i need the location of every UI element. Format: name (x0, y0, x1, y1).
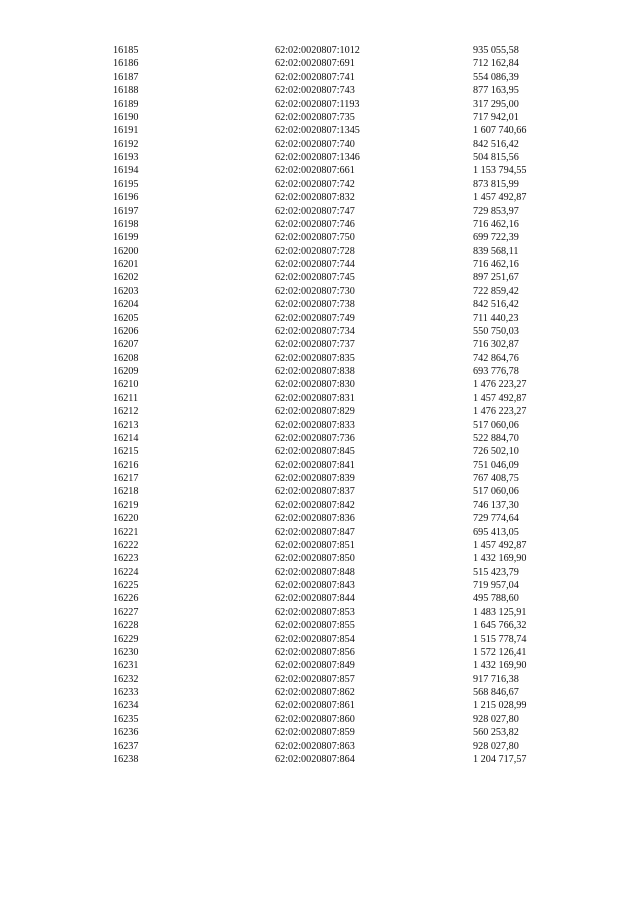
cadastral-value: 699 722,39 (473, 232, 519, 244)
row-number: 16201 (113, 259, 139, 270)
row-number: 16198 (113, 218, 139, 230)
table-row (113, 740, 583, 753)
table-row (113, 459, 583, 472)
cadastral-value: 1 432 169,90 (473, 553, 527, 565)
cadastral-value: 1 204 717,57 (473, 753, 527, 765)
cadastral-value: 317 295,00 (473, 98, 519, 110)
row-number: 16193 (113, 152, 139, 163)
cadastral-value: 1 483 125,91 (473, 606, 527, 618)
table-row (113, 445, 583, 458)
cadastral-value: 1 215 028,99 (473, 700, 527, 712)
cadastral-number: 62:02:0020807:837 (275, 486, 355, 498)
cadastral-value: 873 815,99 (473, 178, 519, 190)
table-row (113, 205, 583, 218)
table-row (113, 753, 583, 766)
table-row (113, 84, 583, 97)
table-row (113, 378, 583, 391)
table-row (113, 191, 583, 204)
cadastral-value: 935 055,58 (473, 45, 519, 56)
table-row (113, 619, 583, 632)
row-number: 16231 (113, 660, 139, 672)
row-number: 16194 (113, 165, 139, 177)
cadastral-number: 62:02:0020807:830 (275, 379, 355, 391)
cadastral-value: 1 457 492,87 (473, 192, 527, 204)
row-number: 16190 (113, 111, 139, 123)
cadastral-number: 62:02:0020807:842 (275, 499, 355, 511)
row-number: 16214 (113, 432, 139, 444)
table-row (113, 98, 583, 111)
cadastral-value: 717 942,01 (473, 111, 519, 123)
row-number: 16220 (113, 513, 139, 525)
row-number: 16223 (113, 553, 139, 565)
row-number: 16236 (113, 727, 139, 739)
cadastral-value: 1 432 169,90 (473, 660, 527, 672)
cadastral-number: 62:02:0020807:743 (275, 85, 355, 97)
table-row (113, 419, 583, 432)
table-row (113, 44, 583, 57)
table-row (113, 231, 583, 244)
cadastral-number: 62:02:0020807:737 (275, 339, 355, 351)
cadastral-number: 62:02:0020807:853 (275, 606, 355, 618)
table-row (113, 646, 583, 659)
cadastral-number: 62:02:0020807:855 (275, 620, 355, 632)
table-row (113, 124, 583, 137)
cadastral-number: 62:02:0020807:833 (275, 419, 355, 431)
row-number: 16191 (113, 125, 139, 137)
cadastral-value: 1 607 740,66 (473, 125, 527, 137)
cadastral-value: 1 457 492,87 (473, 539, 527, 551)
cadastral-value: 719 957,04 (473, 580, 519, 591)
table-row (113, 312, 583, 325)
cadastral-number: 62:02:0020807:847 (275, 526, 355, 538)
table-row (113, 218, 583, 231)
row-number: 16195 (113, 178, 139, 190)
row-number: 16224 (113, 566, 139, 578)
table-row (113, 686, 583, 699)
cadastral-number: 62:02:0020807:741 (275, 71, 355, 83)
table-row (113, 512, 583, 525)
row-number: 16233 (113, 687, 139, 698)
table-row (113, 566, 583, 579)
cadastral-number: 62:02:0020807:831 (275, 392, 355, 404)
table-row (113, 138, 583, 151)
cadastral-number: 62:02:0020807:862 (275, 687, 355, 698)
cadastral-value: 711 440,23 (473, 312, 519, 324)
row-number: 16209 (113, 366, 139, 377)
cadastral-value: 554 086,39 (473, 71, 519, 83)
row-number: 16218 (113, 486, 139, 498)
cadastral-value: 495 788,60 (473, 593, 519, 605)
cadastral-number: 62:02:0020807:860 (275, 713, 355, 725)
cadastral-number: 62:02:0020807:854 (275, 633, 355, 645)
row-number: 16234 (113, 700, 139, 712)
table-row (113, 338, 583, 351)
row-number: 16202 (113, 272, 139, 284)
cadastral-value: 716 302,87 (473, 339, 519, 351)
row-number: 16213 (113, 419, 139, 431)
cadastral-number: 62:02:0020807:845 (275, 446, 355, 458)
cadastral-value: 729 774,64 (473, 513, 519, 525)
cadastral-value: 751 046,09 (473, 459, 519, 471)
table-row (113, 151, 583, 164)
cadastral-number: 62:02:0020807:829 (275, 406, 355, 418)
table-row (113, 592, 583, 605)
cadastral-number: 62:02:0020807:839 (275, 473, 355, 484)
cadastral-number: 62:02:0020807:843 (275, 580, 355, 591)
cadastral-value: 517 060,06 (473, 419, 519, 431)
cadastral-number: 62:02:0020807:749 (275, 312, 355, 324)
table-row (113, 526, 583, 539)
table-row (113, 432, 583, 445)
table-row (113, 499, 583, 512)
row-number: 16206 (113, 325, 139, 337)
cadastral-number: 62:02:0020807:747 (275, 205, 355, 217)
table-row (113, 405, 583, 418)
cadastral-value: 517 060,06 (473, 486, 519, 498)
cadastral-number: 62:02:0020807:728 (275, 245, 355, 257)
row-number: 16222 (113, 539, 139, 551)
cadastral-value: 729 853,97 (473, 205, 519, 217)
table-row (113, 258, 583, 271)
row-number: 16227 (113, 606, 139, 618)
table-row (113, 57, 583, 70)
row-number: 16238 (113, 753, 139, 765)
row-number: 16217 (113, 473, 139, 484)
cadastral-number: 62:02:0020807:744 (275, 259, 355, 270)
table-row (113, 579, 583, 592)
cadastral-value: 742 864,76 (473, 352, 519, 364)
row-number: 16204 (113, 299, 139, 311)
cadastral-number: 62:02:0020807:844 (275, 593, 355, 605)
row-number: 16212 (113, 406, 139, 418)
table-row (113, 713, 583, 726)
row-number: 16235 (113, 713, 139, 725)
cadastral-number: 62:02:0020807:740 (275, 138, 355, 150)
cadastral-value: 695 413,05 (473, 526, 519, 538)
row-number: 16230 (113, 646, 139, 658)
table-row (113, 178, 583, 191)
table-row (113, 325, 583, 338)
cadastral-value: 897 251,67 (473, 272, 519, 284)
row-number: 16185 (113, 45, 139, 56)
row-number: 16229 (113, 633, 139, 645)
table-row (113, 485, 583, 498)
cadastral-value: 1 476 223,27 (473, 379, 527, 391)
table-row (113, 71, 583, 84)
cadastral-number: 62:02:0020807:851 (275, 539, 355, 551)
table-row (113, 699, 583, 712)
cadastral-number: 62:02:0020807:838 (275, 366, 355, 377)
cadastral-number: 62:02:0020807:859 (275, 727, 355, 739)
cadastral-number: 62:02:0020807:836 (275, 513, 355, 525)
row-number: 16196 (113, 192, 139, 204)
cadastral-value: 693 776,78 (473, 366, 519, 377)
cadastral-number: 62:02:0020807:1012 (275, 45, 360, 56)
cadastral-number: 62:02:0020807:857 (275, 673, 355, 685)
cadastral-value: 515 423,79 (473, 566, 519, 578)
table-row (113, 673, 583, 686)
cadastral-number: 62:02:0020807:750 (275, 232, 355, 244)
cadastral-number: 62:02:0020807:856 (275, 646, 355, 658)
cadastral-value: 1 645 766,32 (473, 620, 527, 632)
row-number: 16200 (113, 245, 139, 257)
cadastral-number: 62:02:0020807:848 (275, 566, 355, 578)
table-row (113, 245, 583, 258)
cadastral-number: 62:02:0020807:746 (275, 218, 355, 230)
row-number: 16197 (113, 205, 139, 217)
cadastral-value: 842 516,42 (473, 138, 519, 150)
table-row (113, 164, 583, 177)
table-row (113, 352, 583, 365)
cadastral-value: 842 516,42 (473, 299, 519, 311)
cadastral-value: 839 568,11 (473, 245, 519, 257)
cadastral-number: 62:02:0020807:832 (275, 192, 355, 204)
table-row (113, 552, 583, 565)
table-row (113, 285, 583, 298)
cadastral-number: 62:02:0020807:736 (275, 432, 355, 444)
cadastral-number: 62:02:0020807:1193 (275, 98, 360, 110)
cadastral-number: 62:02:0020807:863 (275, 740, 355, 752)
cadastral-value: 712 162,84 (473, 58, 519, 70)
cadastral-number: 62:02:0020807:864 (275, 753, 355, 765)
table-row (113, 539, 583, 552)
row-number: 16226 (113, 593, 139, 605)
cadastral-number: 62:02:0020807:841 (275, 459, 355, 471)
row-number: 16210 (113, 379, 139, 391)
table-row (113, 606, 583, 619)
row-number: 16225 (113, 580, 139, 591)
row-number: 16189 (113, 98, 139, 110)
cadastral-value: 1 476 223,27 (473, 406, 527, 418)
cadastral-value: 928 027,80 (473, 713, 519, 725)
cadastral-number: 62:02:0020807:742 (275, 178, 355, 190)
row-number: 16221 (113, 526, 139, 538)
row-number: 16203 (113, 285, 139, 297)
table-row (113, 365, 583, 378)
table-row (113, 271, 583, 284)
row-number: 16205 (113, 312, 139, 324)
cadastral-value: 504 815,56 (473, 152, 519, 163)
cadastral-value: 522 884,70 (473, 432, 519, 444)
table-row (113, 392, 583, 405)
cadastral-value: 550 750,03 (473, 325, 519, 337)
table-row (113, 111, 583, 124)
cadastral-number: 62:02:0020807:735 (275, 111, 355, 123)
table-row (113, 659, 583, 672)
cadastral-value: 568 846,67 (473, 687, 519, 698)
cadastral-number: 62:02:0020807:1345 (275, 125, 360, 137)
cadastral-value: 1 572 126,41 (473, 646, 527, 658)
row-number: 16187 (113, 71, 139, 83)
row-number: 16215 (113, 446, 139, 458)
cadastral-value: 1 153 794,55 (473, 165, 527, 177)
table-row (113, 633, 583, 646)
cadastral-value-table (113, 44, 583, 766)
cadastral-value: 726 502,10 (473, 446, 519, 458)
row-number: 16219 (113, 499, 139, 511)
cadastral-number: 62:02:0020807:835 (275, 352, 355, 364)
cadastral-value: 716 462,16 (473, 218, 519, 230)
cadastral-value: 1 515 778,74 (473, 633, 527, 645)
cadastral-value: 917 716,38 (473, 673, 519, 685)
cadastral-number: 62:02:0020807:661 (275, 165, 355, 177)
cadastral-number: 62:02:0020807:745 (275, 272, 355, 284)
cadastral-number: 62:02:0020807:861 (275, 700, 355, 712)
cadastral-value: 746 137,30 (473, 499, 519, 511)
cadastral-value: 928 027,80 (473, 740, 519, 752)
row-number: 16208 (113, 352, 139, 364)
row-number: 16232 (113, 673, 139, 685)
cadastral-value: 716 462,16 (473, 259, 519, 270)
table-row (113, 726, 583, 739)
row-number: 16186 (113, 58, 139, 70)
cadastral-value: 560 253,82 (473, 727, 519, 739)
table-row (113, 298, 583, 311)
cadastral-value: 767 408,75 (473, 473, 519, 484)
cadastral-number: 62:02:0020807:850 (275, 553, 355, 565)
cadastral-number: 62:02:0020807:730 (275, 285, 355, 297)
row-number: 16216 (113, 459, 139, 471)
row-number: 16228 (113, 620, 139, 632)
row-number: 16211 (113, 392, 139, 404)
cadastral-number: 62:02:0020807:738 (275, 299, 355, 311)
cadastral-number: 62:02:0020807:734 (275, 325, 355, 337)
cadastral-number: 62:02:0020807:849 (275, 660, 355, 672)
cadastral-value: 877 163,95 (473, 85, 519, 97)
row-number: 16237 (113, 740, 139, 752)
row-number: 16207 (113, 339, 139, 351)
row-number: 16188 (113, 85, 139, 97)
row-number: 16192 (113, 138, 139, 150)
cadastral-number: 62:02:0020807:1346 (275, 152, 360, 163)
cadastral-value: 1 457 492,87 (473, 392, 527, 404)
cadastral-value: 722 859,42 (473, 285, 519, 297)
cadastral-number: 62:02:0020807:691 (275, 58, 355, 70)
row-number: 16199 (113, 232, 139, 244)
table-row (113, 472, 583, 485)
